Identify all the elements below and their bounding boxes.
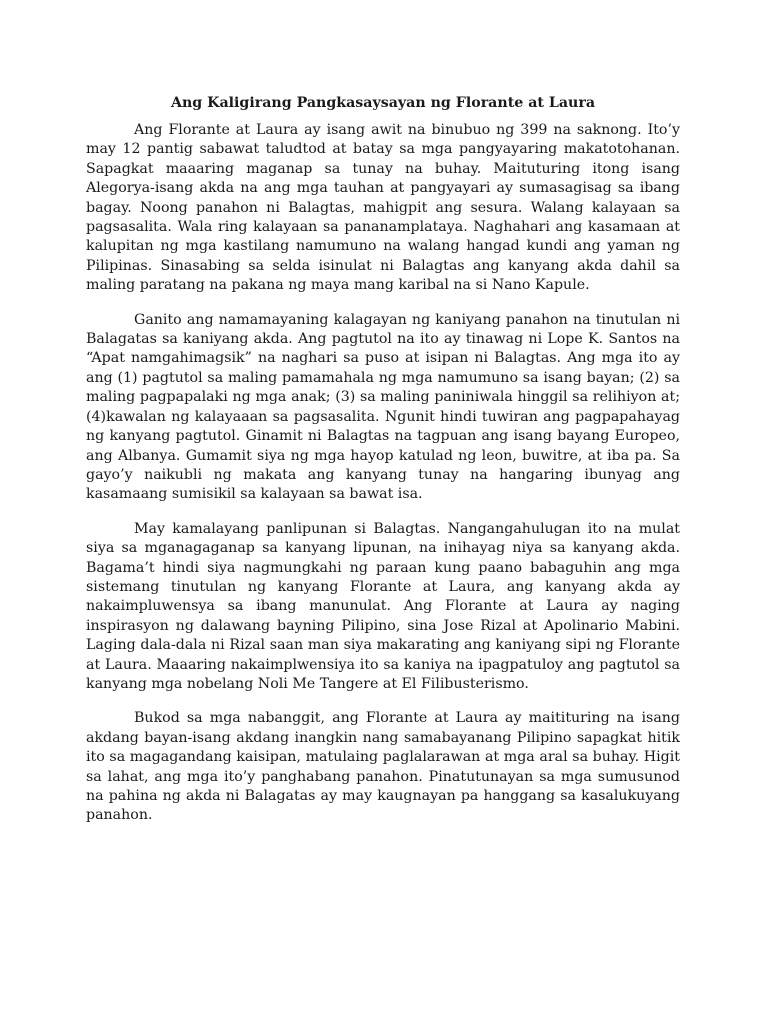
paragraph-3: May kamalayang panlipunan si Balagtas. Nangangahulugan ito na mulat siya sa mganagaganap sa kanyang lipunan, na inihayag niya sa kanyang akda. Bagama’t hindi siya nagmungkahi ng paraan kung paano babaguhin ang mga sistemang tinutulan ng kanyang Florante at Laura, ang kanyang akda ay nakaimpluwensya sa ibang manunulat. Ang Florante at Laura ay naging inspirasyon ng dalawang bayning Pilipino, sina Jose Rizal at Apolinario Mabini. Laging dala-dala ni Rizal saan man siya makarating ang kaniyang sipi ng Florante at Laura. Maaaring nakaimplwensiya ito sa kaniya na ipagpatuloy ang pagtutol sa kanyang mga nobelang Noli Me Tangere at El Filibusterismo.	[86, 520, 680, 692]
paragraph-1: Ang Florante at Laura ay isang awit na binubuo ng 399 na saknong. Ito’y may 12 pantig sabawat taludtod at batay sa mga pangyayaring makatotohanan. Sapagkat maaaring maganap sa tunay na buhay. Maituturing itong isang Alegorya-isang akda na ang mga tauhan at pangyayari ay sumasagisag sa ibang bagay. Noong panahon ni Balagtas, mahigpit ang sesura. Walang kalayaan sa pagsasalita. Wala ring kalayaan sa pananamplataya. Naghahari ang kasamaan at kalupitan ng mga kastilang namumuno na walang hangad kundi ang yaman ng Pilipinas. Sinasabing sa selda isinulat ni Balagtas ang kanyang akda dahil sa maling paratang na pakana ng maya mang karibal na si Nano Kapule.	[86, 122, 680, 294]
document-body	[86, 121, 680, 841]
paragraph-2: Ganito ang namamayaning kalagayan ng kaniyang panahon na tinutulan ni Balagatas sa kaniyang akda. Ang pagtutol na ito ay tinawag ni Lope K. Santos na “Apat namgahimagsik” na naghari sa puso at isipan ni Balagtas. Ang mga ito ay ang (1) pagtutol sa maling pamamahala ng mga namumuno sa isang bayan; (2) sa maling pagpapalaki ng mga anak; (3) sa maling paniniwala hinggil sa relihiyon at; (4)kawalan ng kalayaaan sa pagsasalita. Ngunit hindi tuwiran ang pagpapahayag ng kanyang pagtutol. Ginamit ni Balagtas na tagpuan ang isang bayang Europeo, ang Albanya. Gumamit siya ng mga hayop katulad ng leon, buwitre, at iba pa. Sa gayo’y naikubli ng makata ang kanyang tunay na hangaring ibunyag ang kasamaang sumisikil sa kalayaan sa bawat isa.	[86, 311, 680, 503]
document-title: Ang Kaligirang Pangkasaysayan ng Florante at Laura	[170, 95, 596, 111]
paragraph-4: Bukod sa mga nabanggit, ang Florante at Laura ay maitituring na isang akdang bayan-isang akdang inangkin nang samabayanang Pilipino sapagkat hitik ito sa magagandang kaisipan, matulaing paglalarawan at mga aral sa buhay. Higit sa lahat, ang mga ito’y panghabang panahon. Pinatutunayan sa mga sumusunod na pahina ng akda ni Balagatas ay may kaugnayan pa hanggang sa kasalukuyang panahon.	[86, 710, 680, 824]
